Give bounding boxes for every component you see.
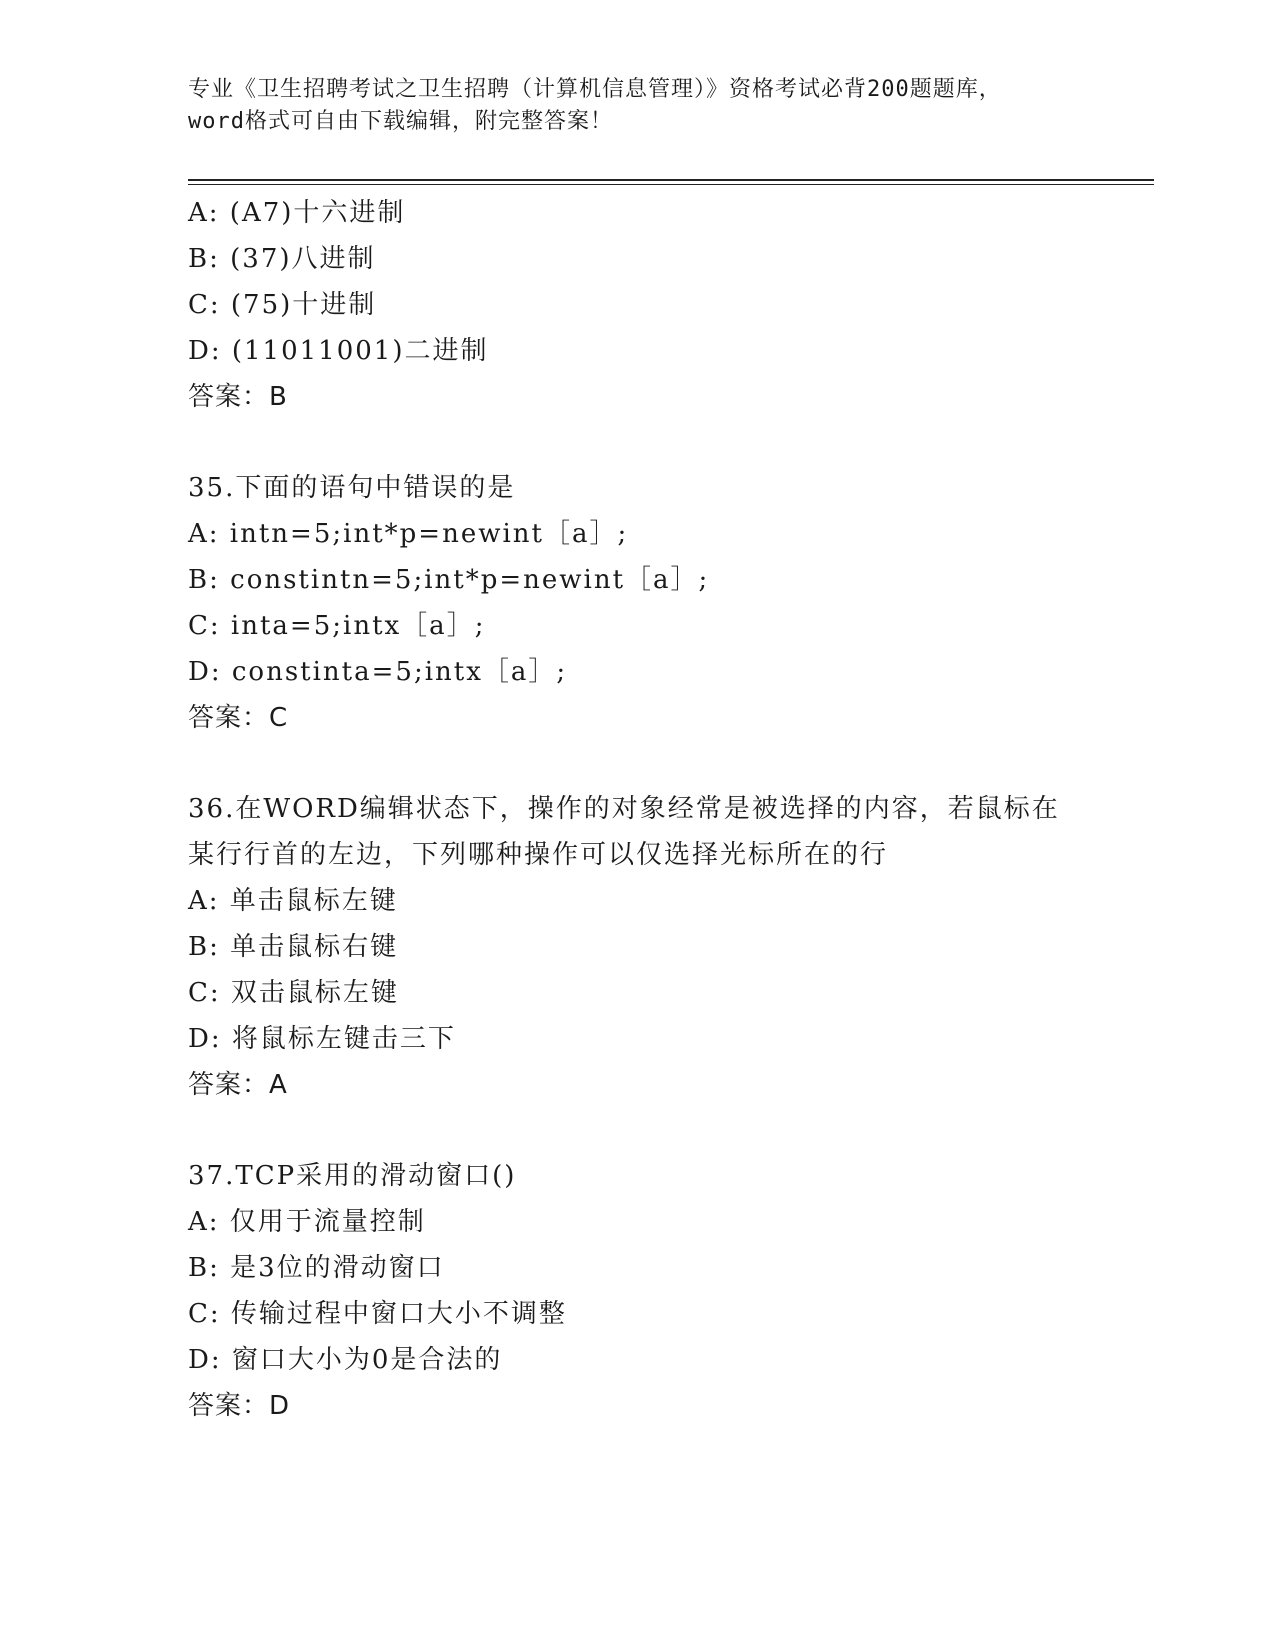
option-d: D: constinta=5;intx［a］; (188, 657, 568, 687)
option-d: D: (11011001)二进制 (188, 336, 489, 366)
header-divider-thick (188, 179, 1154, 181)
option-b: B: 是3位的滑动窗口 (188, 1253, 445, 1283)
option-a: A: intn=5;int*p=newint［a］; (188, 519, 629, 549)
question-list (188, 190, 1148, 1429)
answer-line: 答案：B (188, 382, 288, 412)
question-stem: 35.下面的语句中错误的是 (188, 473, 516, 503)
question-block (188, 465, 1148, 741)
answer-line: 答案：C (188, 703, 289, 733)
option-b: B: constintn=5;int*p=newint［a］; (188, 565, 710, 595)
question-stem: 36.在WORD编辑状态下，操作的对象经常是被选择的内容，若鼠标在 (188, 794, 1060, 824)
header-divider-thin (188, 184, 1154, 185)
question-block (188, 1153, 1148, 1429)
question-stem-continued: 某行行首的左边，下列哪种操作可以仅选择光标所在的行 (188, 840, 889, 870)
option-a: A: 单击鼠标左键 (188, 886, 398, 916)
question-block (188, 786, 1148, 1108)
option-d: D: 窗口大小为0是合法的 (188, 1345, 503, 1375)
option-b: B: 单击鼠标右键 (188, 932, 399, 962)
question-block (188, 190, 1148, 420)
option-c: C: inta=5;intx［a］; (188, 611, 486, 641)
option-b: B: (37)八进制 (188, 244, 376, 274)
option-c: C: 传输过程中窗口大小不调整 (188, 1299, 567, 1329)
option-c: C: 双击鼠标左键 (188, 978, 399, 1008)
header-line-2: word格式可自由下载编辑，附完整答案！ (188, 109, 613, 134)
answer-line: 答案：D (188, 1391, 291, 1421)
header-line-1: 专业《卫生招聘考试之卫生招聘（计算机信息管理）》资格考试必背200题题库， (188, 77, 1002, 102)
document-header (188, 74, 1088, 138)
option-a: A: 仅用于流量控制 (188, 1207, 426, 1237)
option-a: A: (A7)十六进制 (188, 198, 406, 228)
option-c: C: (75)十进制 (188, 290, 377, 320)
question-stem: 37.TCP采用的滑动窗口() (188, 1161, 517, 1191)
answer-line: 答案：A (188, 1070, 288, 1100)
option-d: D: 将鼠标左键击三下 (188, 1024, 456, 1054)
